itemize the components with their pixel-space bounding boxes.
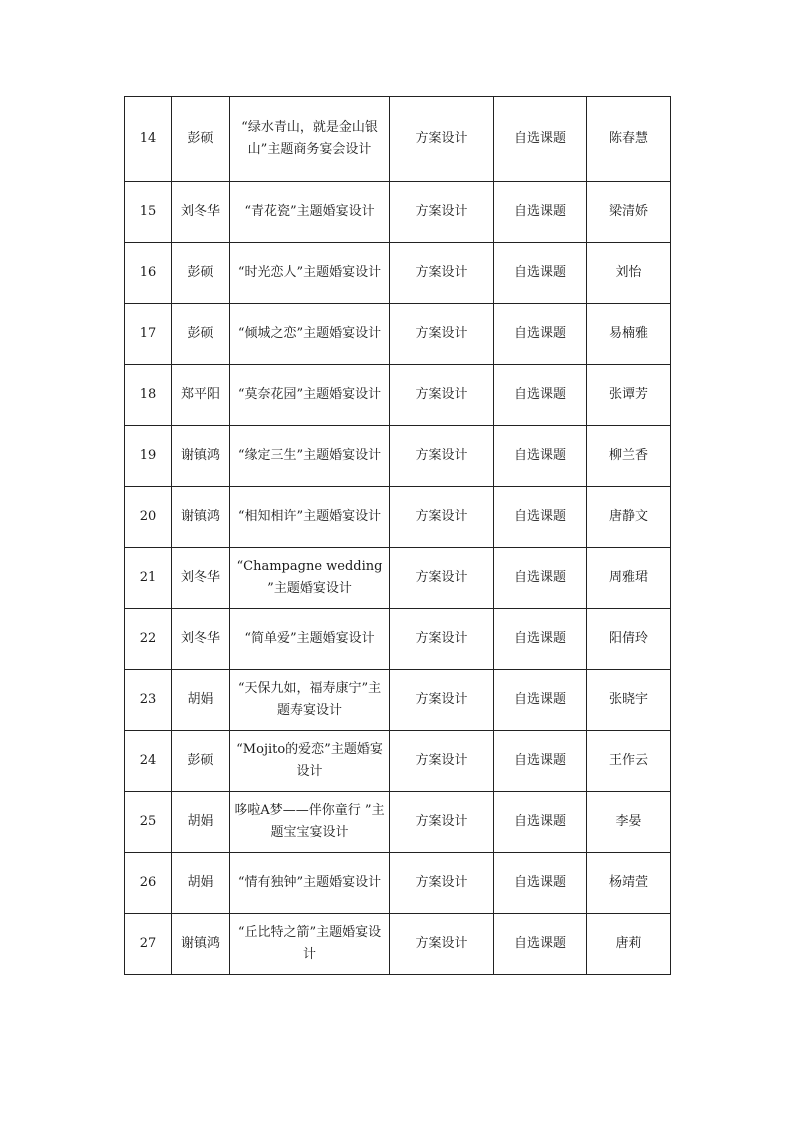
topic-type: 方案设计 bbox=[390, 670, 494, 731]
teacher-name: 彭硕 bbox=[172, 304, 230, 365]
topic-title: “Champagne wedding ”主题婚宴设计 bbox=[230, 548, 390, 609]
table-row bbox=[125, 365, 671, 426]
student-name: 陈春慧 bbox=[587, 97, 671, 182]
topic-title: “缘定三生”主题婚宴设计 bbox=[230, 426, 390, 487]
row-number: 18 bbox=[125, 365, 172, 426]
topic-source: 自选课题 bbox=[494, 243, 587, 304]
table-row bbox=[125, 97, 671, 182]
topic-title: “绿水青山，就是金山银山”主题商务宴会设计 bbox=[230, 97, 390, 182]
topic-source: 自选课题 bbox=[494, 792, 587, 853]
table-row bbox=[125, 487, 671, 548]
row-number: 25 bbox=[125, 792, 172, 853]
topic-type: 方案设计 bbox=[390, 792, 494, 853]
row-number: 24 bbox=[125, 731, 172, 792]
teacher-name: 谢镇鸿 bbox=[172, 487, 230, 548]
topic-title: “莫奈花园”主题婚宴设计 bbox=[230, 365, 390, 426]
teacher-name: 彭硕 bbox=[172, 243, 230, 304]
table-row bbox=[125, 731, 671, 792]
topic-source: 自选课题 bbox=[494, 365, 587, 426]
teacher-name: 彭硕 bbox=[172, 731, 230, 792]
topic-type: 方案设计 bbox=[390, 304, 494, 365]
teacher-name: 谢镇鸿 bbox=[172, 426, 230, 487]
row-number: 16 bbox=[125, 243, 172, 304]
topic-table bbox=[124, 96, 671, 975]
student-name: 王作云 bbox=[587, 731, 671, 792]
topic-title: “丘比特之箭”主题婚宴设计 bbox=[230, 914, 390, 975]
topic-source: 自选课题 bbox=[494, 731, 587, 792]
row-number: 27 bbox=[125, 914, 172, 975]
table-row bbox=[125, 548, 671, 609]
teacher-name: 胡娟 bbox=[172, 853, 230, 914]
row-number: 15 bbox=[125, 182, 172, 243]
student-name: 柳兰香 bbox=[587, 426, 671, 487]
teacher-name: 胡娟 bbox=[172, 792, 230, 853]
student-name: 刘怡 bbox=[587, 243, 671, 304]
student-name: 杨靖萱 bbox=[587, 853, 671, 914]
topic-title: “时光恋人”主题婚宴设计 bbox=[230, 243, 390, 304]
topic-type: 方案设计 bbox=[390, 914, 494, 975]
student-name: 张谭芳 bbox=[587, 365, 671, 426]
topic-source: 自选课题 bbox=[494, 548, 587, 609]
student-name: 张晓宇 bbox=[587, 670, 671, 731]
topic-title: “情有独钟”主题婚宴设计 bbox=[230, 853, 390, 914]
teacher-name: 谢镇鸿 bbox=[172, 914, 230, 975]
topic-source: 自选课题 bbox=[494, 304, 587, 365]
topic-source: 自选课题 bbox=[494, 609, 587, 670]
table-row bbox=[125, 853, 671, 914]
student-name: 李晏 bbox=[587, 792, 671, 853]
topic-source: 自选课题 bbox=[494, 670, 587, 731]
row-number: 14 bbox=[125, 97, 172, 182]
teacher-name: 胡娟 bbox=[172, 670, 230, 731]
row-number: 23 bbox=[125, 670, 172, 731]
student-name: 梁清娇 bbox=[587, 182, 671, 243]
topic-title: “青花瓷”主题婚宴设计 bbox=[230, 182, 390, 243]
topic-type: 方案设计 bbox=[390, 853, 494, 914]
teacher-name: 郑平阳 bbox=[172, 365, 230, 426]
topic-type: 方案设计 bbox=[390, 548, 494, 609]
table-row bbox=[125, 792, 671, 853]
row-number: 26 bbox=[125, 853, 172, 914]
teacher-name: 刘冬华 bbox=[172, 548, 230, 609]
topic-source: 自选课题 bbox=[494, 914, 587, 975]
student-name: 阳倩玲 bbox=[587, 609, 671, 670]
topic-type: 方案设计 bbox=[390, 426, 494, 487]
topic-type: 方案设计 bbox=[390, 243, 494, 304]
student-name: 唐莉 bbox=[587, 914, 671, 975]
row-number: 20 bbox=[125, 487, 172, 548]
topic-source: 自选课题 bbox=[494, 853, 587, 914]
topic-type: 方案设计 bbox=[390, 97, 494, 182]
table-row bbox=[125, 304, 671, 365]
topic-title: 哆啦A梦——伴你童行 ”主题宝宝宴设计 bbox=[230, 792, 390, 853]
table-body bbox=[125, 97, 671, 975]
topic-title: “Mojito的爱恋”主题婚宴设计 bbox=[230, 731, 390, 792]
student-name: 易楠雅 bbox=[587, 304, 671, 365]
table-row bbox=[125, 426, 671, 487]
teacher-name: 刘冬华 bbox=[172, 182, 230, 243]
table-row bbox=[125, 609, 671, 670]
topic-source: 自选课题 bbox=[494, 182, 587, 243]
topic-title: “相知相许”主题婚宴设计 bbox=[230, 487, 390, 548]
row-number: 19 bbox=[125, 426, 172, 487]
topic-title: “倾城之恋”主题婚宴设计 bbox=[230, 304, 390, 365]
student-name: 唐静文 bbox=[587, 487, 671, 548]
topic-title: “简单爱”主题婚宴设计 bbox=[230, 609, 390, 670]
topic-type: 方案设计 bbox=[390, 731, 494, 792]
topic-type: 方案设计 bbox=[390, 487, 494, 548]
teacher-name: 刘冬华 bbox=[172, 609, 230, 670]
student-name: 周雅珺 bbox=[587, 548, 671, 609]
row-number: 21 bbox=[125, 548, 172, 609]
topic-type: 方案设计 bbox=[390, 365, 494, 426]
topic-title: “天保九如，福寿康宁”主题寿宴设计 bbox=[230, 670, 390, 731]
row-number: 17 bbox=[125, 304, 172, 365]
table-row bbox=[125, 243, 671, 304]
topic-type: 方案设计 bbox=[390, 609, 494, 670]
table-row bbox=[125, 182, 671, 243]
topic-source: 自选课题 bbox=[494, 97, 587, 182]
topic-type: 方案设计 bbox=[390, 182, 494, 243]
topic-source: 自选课题 bbox=[494, 487, 587, 548]
teacher-name: 彭硕 bbox=[172, 97, 230, 182]
topic-source: 自选课题 bbox=[494, 426, 587, 487]
table-row bbox=[125, 670, 671, 731]
row-number: 22 bbox=[125, 609, 172, 670]
table-row bbox=[125, 914, 671, 975]
